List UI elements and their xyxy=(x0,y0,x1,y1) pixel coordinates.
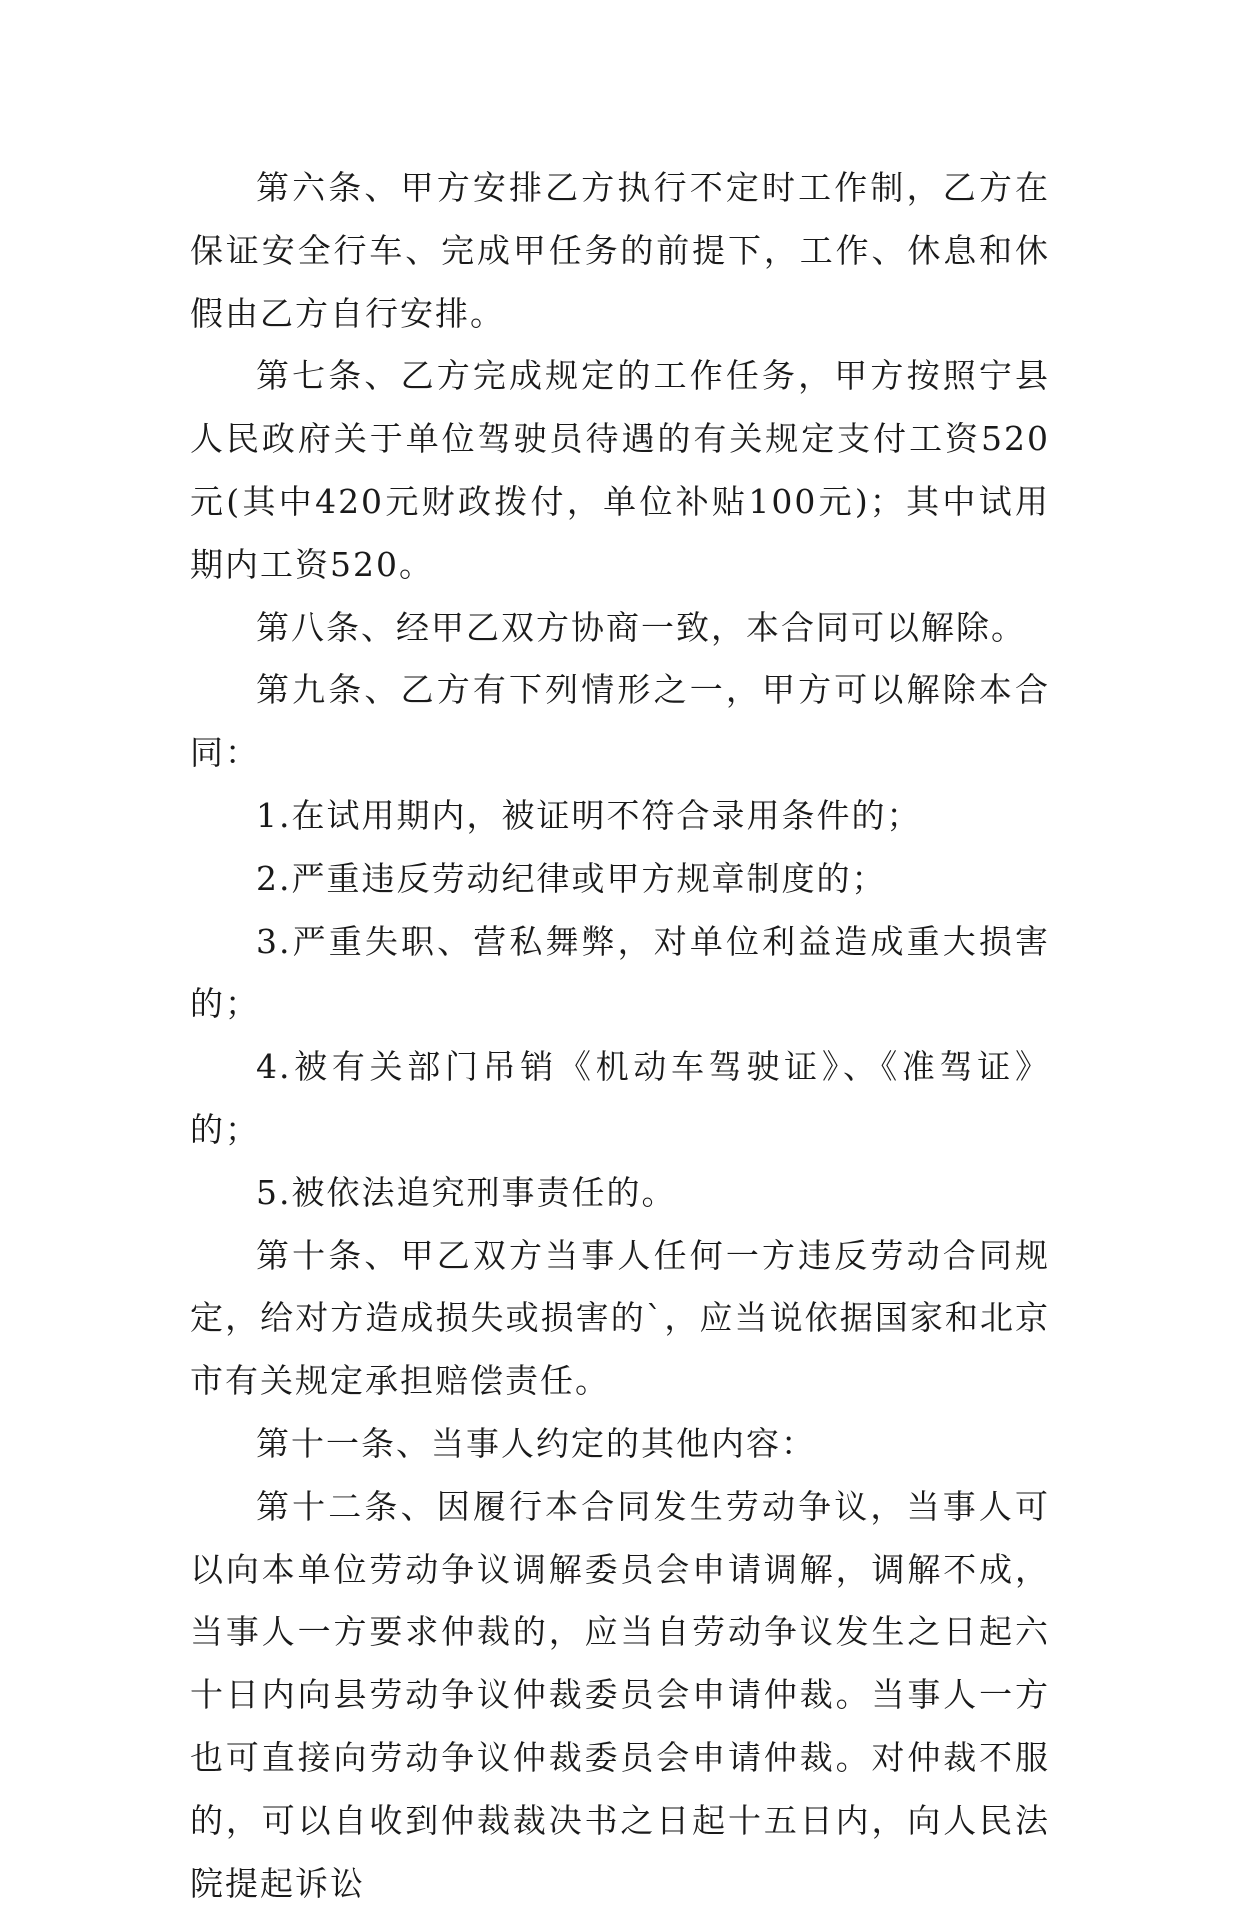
list-item: 3.严重失职、营私舞弊，对单位利益造成重大损害的； xyxy=(190,921,1050,1024)
article-7-paragraph: 第七条、乙方完成规定的工作任务，甲方按照宁县人民政府关于单位驾驶员待遇的有关规定支付工资520元(其中420元财政拨付，单位补贴100元)；其中试用期内工资520。 xyxy=(190,356,1050,584)
article-11-paragraph: 第十一条、当事人约定的其他内容： xyxy=(256,1423,816,1463)
document-body xyxy=(190,157,1050,1915)
list-item: 2.严重违反劳动纪律或甲方规章制度的； xyxy=(256,858,887,898)
list-item: 4.被有关部门吊销《机动车驾驶证》、《准驾证》的； xyxy=(190,1047,1050,1149)
list-item: 1.在试用期内，被证明不符合录用条件的； xyxy=(256,795,922,835)
list-item: 5.被依法追究刑事责任的。 xyxy=(256,1172,677,1212)
article-9-paragraph: 第九条、乙方有下列情形之一，甲方可以解除本合同： xyxy=(190,670,1050,773)
article-12-paragraph: 第十二条、因履行本合同发生劳动争议，当事人可以向本单位劳动争议调解委员会申请调解，调解不成，当事人一方要求仲裁的，应当自劳动争议发生之日起六十日内向县劳动争议仲裁委员会申请仲裁。当事人一方也可直接向劳动争议仲裁委员会申请仲裁。对仲裁不服的，可以自收到仲裁裁决书之日起十五日内，向人民法院提起诉讼 xyxy=(190,1486,1050,1903)
article-6-paragraph: 第六条、甲方安排乙方执行不定时工作制，乙方在保证安全行车、完成甲任务的前提下，工作、休息和休假由乙方自行安排。 xyxy=(190,168,1050,333)
article-10-paragraph: 第十条、甲乙双方当事人任何一方违反劳动合同规定，给对方造成损失或损害的`，应当说依据国家和北京市有关规定承担赔偿责任。 xyxy=(190,1235,1050,1401)
article-8-paragraph: 第八条、经甲乙双方协商一致，本合同可以解除。 xyxy=(256,607,1026,647)
